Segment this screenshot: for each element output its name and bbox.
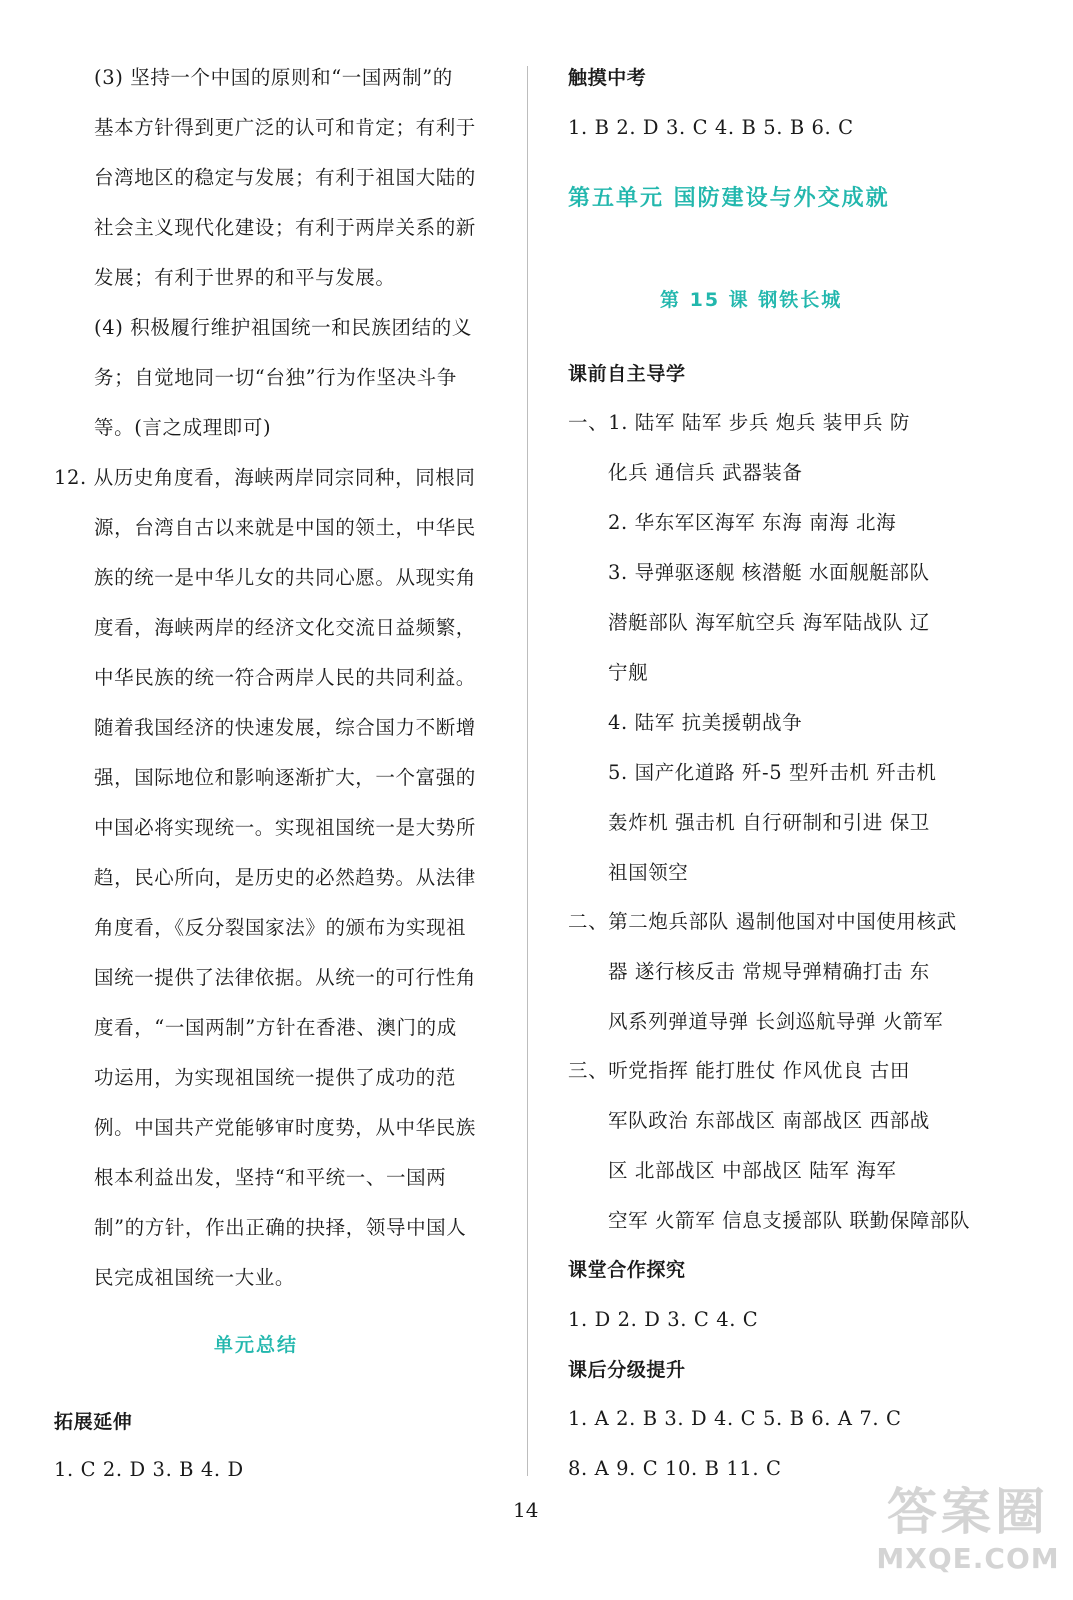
text-line: 社会主义现代化建设；有利于两岸关系的新 [94, 216, 476, 239]
class-heading: 课堂合作探究 [568, 1259, 686, 1281]
text-line: 制”的方针，作出正确的抉择，领导中国人 [94, 1216, 467, 1239]
answer-line: 宁舰 [608, 661, 649, 684]
answer-line: 二、第二炮兵部队 遏制他国对中国使用核武 [568, 910, 957, 933]
text-line: 度看，“一国两制”方针在香港、澳门的成 [94, 1016, 457, 1039]
answer-line: 器 遂行核反击 常规导弹精确打击 东 [608, 960, 930, 983]
answer-line: 4. 陆军 抗美援朝战争 [608, 711, 803, 734]
text-line: (4) 积极履行维护祖国统一和民族团结的义 [94, 316, 472, 339]
answer-line: 祖国领空 [608, 861, 689, 884]
after-heading: 课后分级提升 [568, 1359, 686, 1381]
after-answers-row-2: 8. A 9. C 10. B 11. C [568, 1457, 782, 1480]
lesson-title: 第 15 课 钢铁长城 [660, 289, 843, 311]
unit-title: 第五单元 国防建设与外交成就 [568, 186, 890, 211]
text-line: 例。中国共产党能够审时度势，从中华民族 [94, 1116, 476, 1139]
answer-line: 潜艇部队 海军航空兵 海军陆战队 辽 [608, 611, 930, 634]
text-line: 台湾地区的稳定与发展；有利于祖国大陆的 [94, 166, 476, 189]
answer-line: 一、1. 陆军 陆军 步兵 炮兵 装甲兵 防 [568, 411, 910, 434]
text-line: 务；自觉地同一切“台独”行为作坚决斗争 [94, 366, 457, 389]
text-line: 等。(言之成理即可) [94, 416, 272, 439]
answer-line: 区 北部战区 中部战区 陆军 海军 [608, 1159, 897, 1182]
text-line: 角度看，《反分裂国家法》的颁布为实现祖 [94, 916, 467, 939]
page-number: 14 [513, 1498, 539, 1522]
text-line: 度看，海峡两岸的经济文化交流日益频繁， [94, 616, 476, 639]
answer-line: 风系列弹道导弹 长剑巡航导弹 火箭军 [608, 1010, 944, 1033]
text-line: (3) 坚持一个中国的原则和“一国两制”的 [94, 66, 453, 89]
text-line: 源，台湾自古以来就是中国的领土，中华民 [94, 516, 476, 539]
text-line: 强，国际地位和影响逐渐扩大，一个富强的 [94, 766, 476, 789]
watermark-logo [868, 1482, 1068, 1594]
question-12-line: 12. 从历史角度看，海峡两岸同宗同种，同根同 [54, 466, 476, 489]
text-line: 基本方针得到更广泛的认可和肯定；有利于 [94, 116, 476, 139]
text-line: 国统一提供了法律依据。从统一的可行性角 [94, 966, 476, 989]
answer-line: 5. 国产化道路 歼-5 型歼击机 歼击机 [608, 761, 937, 784]
text-line: 民完成祖国统一大业。 [94, 1266, 296, 1289]
answer-line: 轰炸机 强击机 自行研制和引进 保卫 [608, 811, 930, 834]
extension-answers: 1. C 2. D 3. B 4. D [54, 1458, 244, 1481]
answer-line: 2. 华东军区海军 东海 南海 北海 [608, 511, 897, 534]
text-line: 族的统一是中华儿女的共同心愿。从现实角 [94, 566, 476, 589]
class-answers: 1. D 2. D 3. C 4. C [568, 1308, 759, 1331]
answer-line: 军队政治 东部战区 南部战区 西部战 [608, 1109, 930, 1132]
exam-answers: 1. B 2. D 3. C 4. B 5. B 6. C [568, 116, 854, 139]
preview-heading: 课前自主导学 [568, 363, 686, 385]
watermark-text-bottom: MXQE.COM [876, 1542, 1060, 1575]
text-line: 中国必将实现统一。实现祖国统一是大势所 [94, 816, 476, 839]
extension-heading: 拓展延伸 [54, 1411, 133, 1433]
watermark-text-top: 答案圈 [887, 1483, 1049, 1541]
exam-heading: 触摸中考 [568, 67, 647, 89]
answer-line: 化兵 通信兵 武器装备 [608, 461, 803, 484]
text-line: 发展；有利于世界的和平与发展。 [94, 266, 396, 289]
text-line: 根本利益出发，坚持“和平统一、一国两 [94, 1166, 447, 1189]
after-answers-row-1: 1. A 2. B 3. D 4. C 5. B 6. A 7. C [568, 1407, 902, 1430]
answer-line: 空军 火箭军 信息支援部队 联勤保障部队 [608, 1209, 971, 1232]
text-line: 随着我国经济的快速发展，综合国力不断增 [94, 716, 476, 739]
text-line: 功运用，为实现祖国统一提供了成功的范 [94, 1066, 456, 1089]
answer-line: 3. 导弹驱逐舰 核潜艇 水面舰艇部队 [608, 561, 930, 584]
column-divider [527, 66, 528, 1476]
text-line: 趋，民心所向，是历史的必然趋势。从法律 [94, 866, 476, 889]
answer-line: 三、听党指挥 能打胜仗 作风优良 古田 [568, 1059, 910, 1082]
text-line: 中华民族的统一符合两岸人民的共同利益。 [94, 666, 476, 689]
unit-summary-title: 单元总结 [214, 1334, 299, 1356]
